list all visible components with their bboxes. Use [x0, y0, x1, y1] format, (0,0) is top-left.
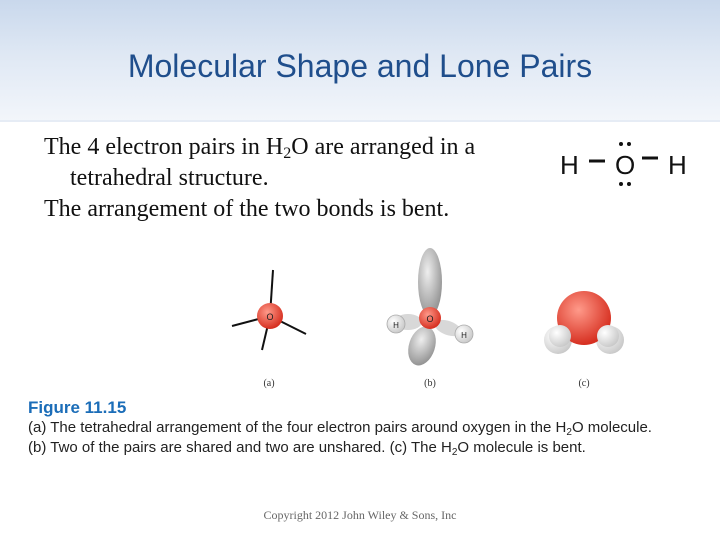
panel-label-a: (a) [263, 378, 275, 389]
slide-title: Molecular Shape and Lone Pairs [127, 48, 593, 84]
hydrogen-atom [549, 325, 571, 347]
figure-caption [28, 398, 708, 458]
lewis-h-right: H [668, 150, 687, 180]
bullet-1-text-end: O are arranged in a [291, 134, 476, 160]
atom-label: O [266, 312, 274, 322]
lone-pair-dot [619, 182, 623, 186]
subscript: 2 [451, 447, 458, 458]
bullet-2: The arrangement of the two bonds is bent. [44, 196, 450, 222]
hydrogen-atom [597, 325, 619, 347]
panel-label-c: (c) [578, 378, 590, 389]
caption-line-b [28, 438, 708, 458]
caption-text: (b) Two of the pairs are shared and two are unshared. (c) The H [28, 439, 452, 456]
bullet-1 [44, 132, 564, 163]
subscript: 2 [283, 145, 292, 162]
lone-pair-dot [619, 142, 623, 146]
lone-pair-lobe [418, 248, 442, 316]
figure-11-15 [220, 248, 640, 398]
caption-title: Figure 11.15 [28, 398, 127, 417]
lewis-h-left: H [560, 150, 579, 180]
lone-pair-dot [627, 182, 631, 186]
caption-text: O molecule. [571, 419, 652, 436]
bullet-1-continuation: tetrahedral structure. [70, 165, 269, 191]
bullet-1-text: The 4 electron pairs in H [44, 134, 284, 160]
atom-label: H [393, 321, 399, 330]
panel-label-b: (b) [424, 378, 436, 389]
lone-pair-dot [627, 142, 631, 146]
lewis-structure [558, 136, 698, 196]
panel-a [232, 270, 306, 389]
atom-label: H [461, 331, 467, 340]
subscript: 2 [566, 427, 572, 438]
panel-b [387, 248, 473, 389]
panel-c [544, 291, 624, 389]
copyright-footer: Copyright 2012 John Wiley & Sons, Inc [263, 508, 457, 522]
atom-label: O [426, 314, 434, 324]
body-text [44, 132, 564, 225]
caption-text: (a) The tetrahedral arrangement of the four electron pairs around oxygen in the H [28, 419, 567, 436]
caption-text: O molecule is bent. [457, 439, 586, 456]
lewis-o: O [615, 150, 636, 180]
caption-line-a [28, 418, 708, 438]
divider [0, 120, 720, 122]
